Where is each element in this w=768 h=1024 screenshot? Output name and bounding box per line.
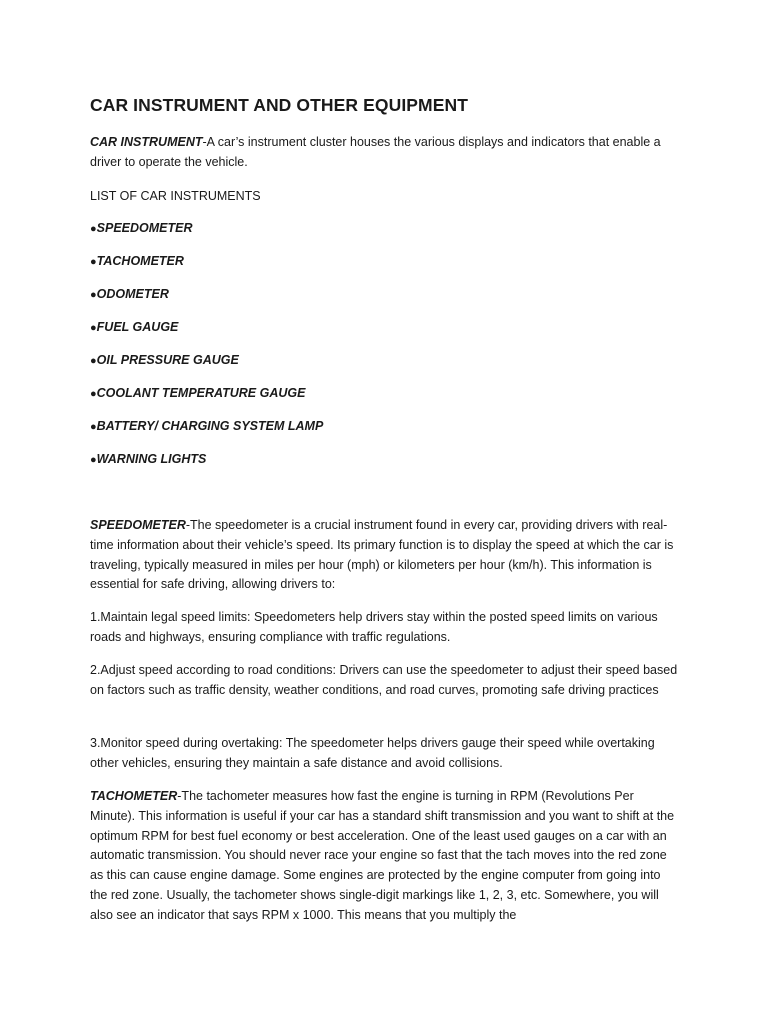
point-paragraph: 3.Monitor speed during overtaking: The speedometer helps drivers gauge their speed while overtaking other vehicles, ensuring they maintain a safe distance and avoid collisions.	[90, 736, 655, 770]
list-item	[90, 417, 323, 438]
bullet-icon: ●	[90, 454, 97, 466]
intro-paragraph	[90, 133, 680, 173]
tachometer-text: -The tachometer measures how fast the engine is turning in RPM (Revolutions Per Minute). This information is useful if your car has a standard shift transmission and you want to shift at the optimum RPM for best fuel economy or best acceleration. One of the least used gauges on a car with an automatic transmission. You should never race your engine so fast that the tach moves into the red zone as this can cause engine damage. Some engines are protected by the engine computer from going into the red zone. Usually, the tachometer shows single-digit markings like 1, 2, 3, etc. Somewhere, you will also see an indicator that says RPM x 1000. This means that you multiply the	[90, 789, 675, 922]
bullet-icon: ●	[90, 223, 97, 235]
speedometer-text: -The speedometer is a crucial instrument found in every car, providing drivers with real-time information about their vehicle’s speed. Its primary function is to display the speed at which the car is traveling, typically measured in miles per hour (mph) or kilometers per hour (km/h). This information is essential for safe driving, allowing drivers to:	[90, 518, 674, 592]
list-item-label: WARNING LIGHTS	[96, 452, 207, 466]
list-item	[90, 252, 184, 273]
list-item	[90, 351, 239, 372]
point-paragraph: 2.Adjust speed according to road conditions: Drivers can use the speedometer to adjust their speed based on factors such as traffic density, weather conditions, and road curves, promoting safe driving practices	[90, 663, 678, 697]
document-title: CAR INSTRUMENT AND OTHER EQUIPMENT	[90, 95, 469, 115]
list-item	[90, 450, 206, 471]
list-item-label: FUEL GAUGE	[96, 320, 179, 334]
list-item-label: OIL PRESSURE GAUGE	[96, 353, 239, 367]
list-item	[90, 285, 169, 306]
intro-text: -A car’s instrument cluster houses the various displays and indicators that enable a driver to operate the vehicle.	[90, 135, 661, 169]
point-paragraph: 1.Maintain legal speed limits: Speedometers help drivers stay within the posted speed limits on various roads and highways, ensuring compliance with traffic regulations.	[90, 610, 658, 644]
list-item-label: TACHOMETER	[96, 254, 184, 268]
list-heading: LIST OF CAR INSTRUMENTS	[90, 189, 261, 203]
list-item	[90, 384, 305, 405]
list-item	[90, 219, 193, 240]
bullet-icon: ●	[90, 355, 97, 367]
tachometer-term: TACHOMETER	[90, 789, 178, 803]
intro-term: CAR INSTRUMENT	[90, 135, 203, 149]
speedometer-term: SPEEDOMETER	[90, 518, 186, 532]
list-item	[90, 318, 178, 339]
bullet-icon: ●	[90, 388, 97, 400]
list-item-label: BATTERY/ CHARGING SYSTEM LAMP	[96, 419, 324, 433]
list-item-label: ODOMETER	[96, 287, 169, 301]
list-item-label: SPEEDOMETER	[96, 221, 193, 235]
tachometer-paragraph	[90, 787, 680, 926]
speedometer-paragraph	[90, 516, 680, 595]
bullet-icon: ●	[90, 289, 97, 301]
list-item-label: COOLANT TEMPERATURE GAUGE	[96, 386, 306, 400]
bullet-icon: ●	[90, 256, 97, 268]
bullet-icon: ●	[90, 421, 97, 433]
bullet-icon: ●	[90, 322, 97, 334]
